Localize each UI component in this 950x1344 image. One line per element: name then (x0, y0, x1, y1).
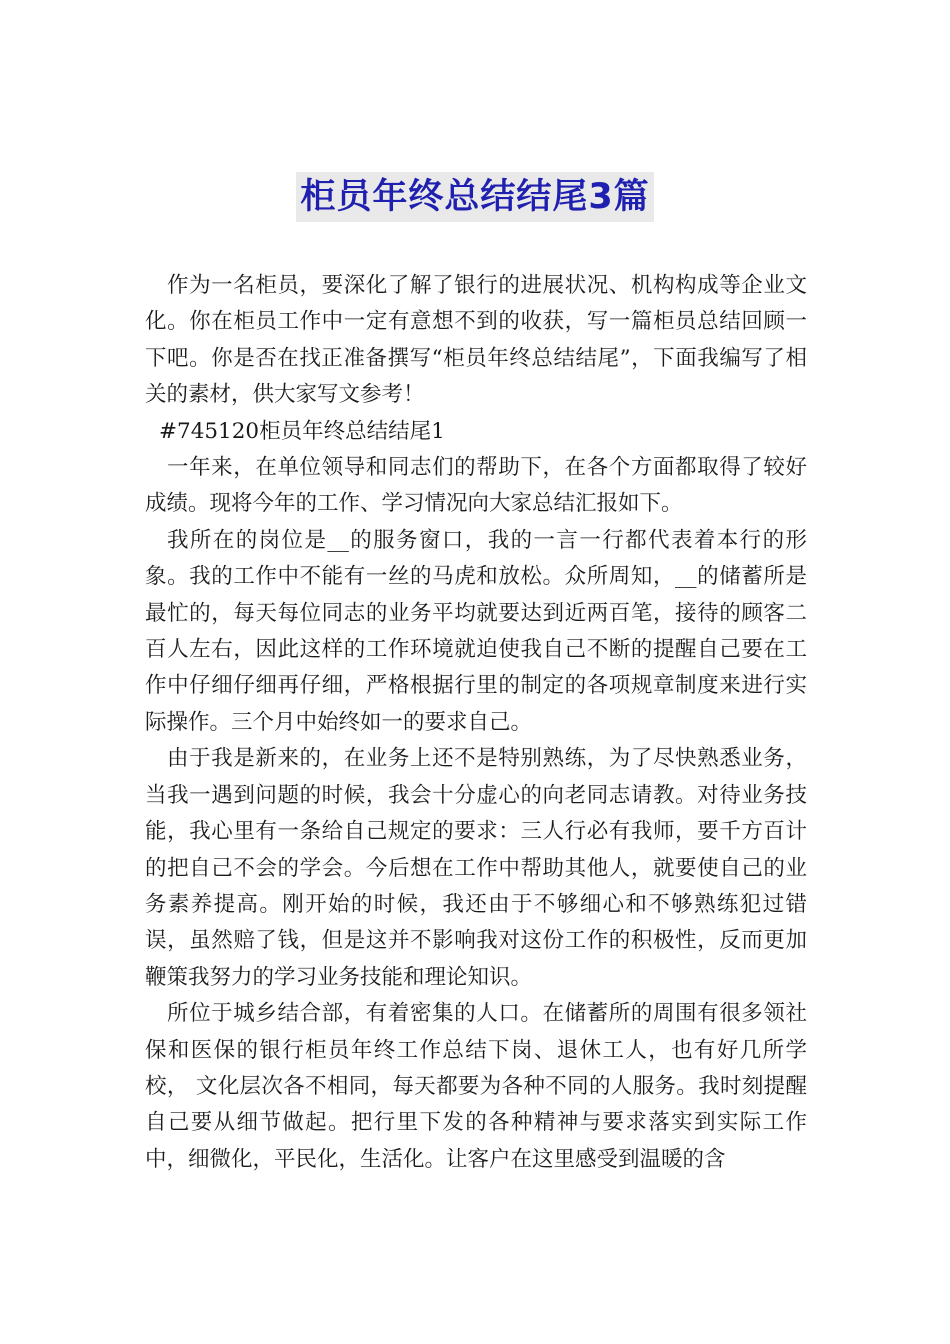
intro-paragraph: 作为一名柜员，要深化了解了银行的进展状况、机构构成等企业文化。你在柜员工作中一定有意想不到的收获，写一篇柜员总结回顾一下吧。你是否在找正准备撰写“柜员年终总结结尾”，下面我编写了相关的素材，供大家写文参考！ (145, 273, 807, 408)
body-paragraph-3: 由于我是新来的，在业务上还不是特别熟练，为了尽快熟悉业务，当我一遇到问题的时候，我会十分虚心的向老同志请教。对待业务技能，我心里有一条给自己规定的要求：三人行必有我师，要千方百计的把自己不会的学会。今后想在工作中帮助其他人，就要使自己的业务素养提高。刚开始的时候，我还由于不够细心和不够熟练犯过错误，虽然赔了钱，但是这并不影响我对这份工作的积极性，反而更加鞭策我努力的学习业务技能和理论知识。 (145, 746, 807, 990)
body-paragraph-4: 所位于城乡结合部，有着密集的人口。在储蓄所的周围有很多领社保和医保的银行柜员年终工作总结下岗、退休工人，也有好几所学校， 文化层次各不相同，每天都要为各种不同的人服务。我时刻提醒自己要从细节做起。把行里下发的各种精神与要求落实到实际工作中，细微化，平民化，生活化。让客户在这里感受到温暖的含 (145, 1001, 807, 1172)
body-paragraph-1: 一年来，在单位领导和同志们的帮助下，在各个方面都取得了较好成绩。现将今年的工作、学习情况向大家总结汇报如下。 (145, 455, 807, 517)
title-container (0, 172, 950, 222)
document-title: 柜员年终总结结尾3篇 (296, 172, 653, 222)
section-heading: #745120柜员年终总结结尾1 (159, 418, 445, 444)
document-body (145, 268, 807, 1178)
body-paragraph-2: 我所在的岗位是__的服务窗口，我的一言一行都代表着本行的形象。我的工作中不能有一丝的马虎和放松。众所周知，__的储蓄所是最忙的，每天每位同志的业务平均就要达到近两百笔，接待的顾客二百人左右，因此这样的工作环境就迫使我自己不断的提醒自己要在工作中仔细仔细再仔细，严格根据行里的制定的各项规章制度来进行实际操作。三个月中始终如一的要求自己。 (145, 527, 807, 735)
